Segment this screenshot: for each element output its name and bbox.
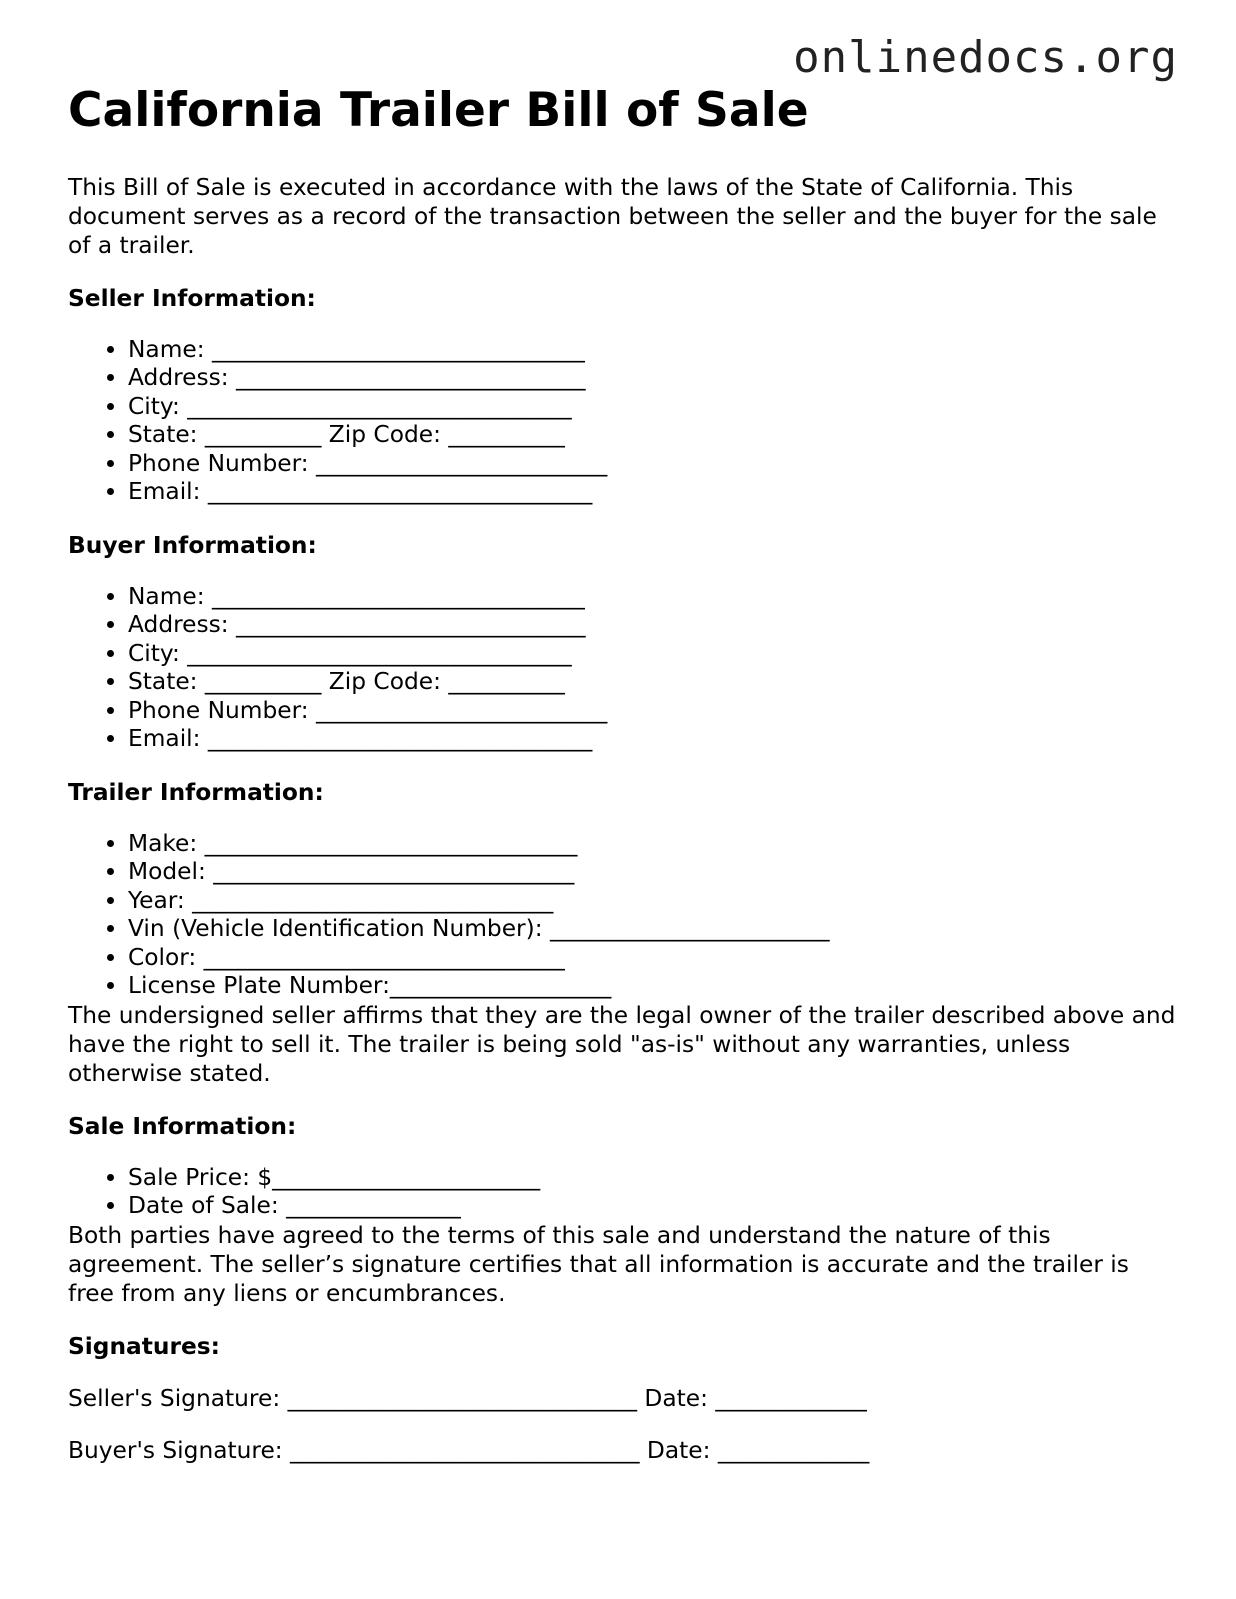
seller-field-list [68, 336, 1178, 507]
sale-field-list [68, 1164, 1178, 1221]
buyer-state-zip-field: • State: __________ Zip Code: __________ [128, 668, 1178, 697]
trailer-field-list [68, 830, 1178, 1001]
trailer-vin-field: • Vin (Vehicle Identification Number): ________________________ [128, 915, 1178, 944]
trailer-model-field: • Model: _______________________________ [128, 858, 1178, 887]
signatures-section [68, 1332, 1178, 1465]
seller-name-field: • Name: ________________________________ [128, 336, 1178, 365]
sale-section [68, 1112, 1178, 1221]
seller-email-field: • Email: _________________________________ [128, 478, 1178, 507]
seller-address-field: • Address: ______________________________ [128, 364, 1178, 393]
watermark: onlinedocs.org [793, 32, 1178, 83]
trailer-color-field: • Color: _______________________________ [128, 944, 1178, 973]
buyer-email-field: • Email: _________________________________ [128, 725, 1178, 754]
buyer-city-field: • City: _________________________________ [128, 640, 1178, 669]
buyer-heading: Buyer Information: [68, 531, 317, 559]
buyer-signature-line: Buyer's Signature: ______________________________ Date: _____________ [68, 1436, 870, 1464]
buyer-field-list [68, 583, 1178, 754]
trailer-license-plate-field: • License Plate Number:___________________ [128, 972, 1178, 1001]
affirmation-paragraph: The undersigned seller affirms that they are the legal owner of the trailer described above and have the right to sell it. The trailer is being sold "as-is" without any warranties, unless otherwise stated. [68, 1001, 1176, 1087]
trailer-make-field: • Make: ________________________________ [128, 830, 1178, 859]
document-title: California Trailer Bill of Sale [68, 83, 809, 138]
seller-phone-field: • Phone Number: _________________________ [128, 450, 1178, 479]
sale-heading: Sale Information: [68, 1112, 297, 1140]
intro-paragraph: This Bill of Sale is executed in accordance with the laws of the State of California. This document serves as a record of the transaction between the seller and the buyer for the sale of a trailer. [68, 173, 1157, 259]
buyer-phone-field: • Phone Number: _________________________ [128, 697, 1178, 726]
buyer-section [68, 531, 1178, 754]
seller-city-field: • City: _________________________________ [128, 393, 1178, 422]
trailer-heading: Trailer Information: [68, 778, 324, 806]
trailer-section [68, 778, 1178, 1001]
seller-state-zip-field: • State: __________ Zip Code: __________ [128, 421, 1178, 450]
sale-price-field: • Sale Price: $_______________________ [128, 1164, 1178, 1193]
seller-heading: Seller Information: [68, 284, 316, 312]
buyer-address-field: • Address: ______________________________ [128, 611, 1178, 640]
seller-section [68, 284, 1178, 507]
trailer-year-field: • Year: _______________________________ [128, 887, 1178, 916]
signatures-heading: Signatures: [68, 1332, 220, 1360]
document-body [68, 82, 1178, 1465]
seller-signature-line: Seller's Signature: ______________________________ Date: _____________ [68, 1384, 867, 1412]
buyer-name-field: • Name: ________________________________ [128, 583, 1178, 612]
sale-date-field: • Date of Sale: _______________ [128, 1192, 1178, 1221]
agreement-paragraph: Both parties have agreed to the terms of this sale and understand the nature of this agreement. The seller’s signature certifies that all information is accurate and the trailer is free from any liens or encumbrances. [68, 1221, 1129, 1307]
